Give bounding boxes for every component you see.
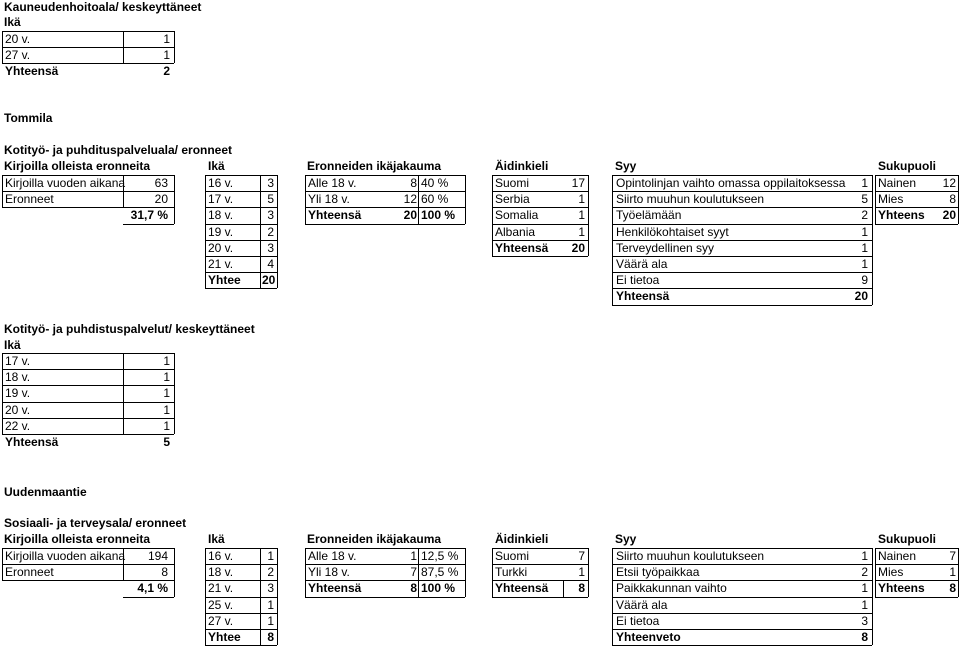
grid-line	[305, 548, 465, 549]
age-row-label: 27 v.	[5, 48, 31, 63]
sukupuoli-row-value: 1	[949, 565, 956, 580]
grid-line	[612, 191, 872, 192]
header-sukupuoli: Sukupuoli	[878, 159, 936, 173]
jakauma-total-pct: 100 %	[421, 208, 456, 223]
grid-line	[612, 240, 872, 241]
grid-line	[465, 175, 466, 224]
grid-line	[277, 175, 278, 288]
sukupuoli-row-value: 7	[949, 549, 956, 563]
header-aidinkieli: Äidinkieli	[495, 159, 549, 173]
syy-row-value: 1	[861, 257, 868, 271]
aidinkieli-total-value: 8	[578, 581, 585, 596]
syy-row-label: Siirto muuhun koulutukseen	[616, 549, 765, 563]
grid-line	[2, 207, 174, 208]
sukupuoli-total-value: 20	[942, 208, 956, 223]
syy-row-label: Paikkakunnan vaihto	[616, 581, 727, 596]
grid-line	[492, 548, 588, 549]
grid-line	[305, 597, 465, 598]
sukupuoli-row-value: 12	[942, 176, 956, 190]
syy-row-value: 1	[861, 597, 868, 612]
school-title-uudenmaantie: Uudenmaantie	[4, 485, 87, 499]
grid-line	[492, 597, 588, 598]
grid-line	[958, 548, 959, 597]
grid-line	[2, 402, 174, 403]
grid-line	[418, 548, 419, 597]
grid-line	[174, 31, 175, 63]
grid-line	[2, 434, 174, 435]
grid-line	[492, 175, 588, 176]
syy-total-label: Yhteenveto	[616, 630, 681, 644]
grid-line	[492, 191, 588, 192]
grid-line	[875, 548, 958, 549]
jakauma-row-label: Yli 18 v.	[308, 192, 350, 207]
age-label: Ikä	[4, 15, 21, 29]
grid-line	[612, 175, 872, 176]
age-row-label: 18 v.	[5, 370, 31, 385]
grid-line	[205, 613, 277, 614]
ika-row-value: 2	[267, 565, 274, 580]
grid-line	[205, 597, 277, 598]
grid-line	[174, 175, 175, 224]
grid-line	[205, 224, 277, 225]
age-row-label: 20 v.	[5, 402, 31, 417]
grid-line	[123, 31, 124, 63]
grid-line	[123, 224, 174, 225]
header-ika: Ikä	[208, 532, 225, 546]
grid-line	[2, 63, 174, 64]
syy-row-value: 2	[861, 208, 868, 223]
jakauma-row-count: 1	[410, 549, 417, 563]
ika-row-value: 3	[267, 176, 274, 190]
grid-line	[205, 629, 277, 630]
syy-row-value: 1	[861, 240, 868, 255]
kirjoilla-value: 20	[154, 192, 168, 207]
age-row-value: 1	[163, 418, 170, 433]
aidinkieli-total-label: Yhteensä	[495, 581, 549, 596]
grid-line	[612, 256, 872, 257]
aidinkieli-row-label: Albania	[495, 224, 536, 239]
age-row-value: 1	[163, 402, 170, 417]
grid-line	[123, 353, 124, 434]
grid-line	[205, 175, 206, 288]
jakauma-row-label: Yli 18 v.	[308, 565, 350, 580]
grid-line	[875, 207, 958, 208]
grid-line	[2, 353, 174, 354]
total-value: 2	[163, 64, 170, 79]
grid-line	[2, 31, 174, 32]
kirjoilla-value: 4,1 %	[137, 581, 168, 596]
grid-line	[305, 224, 465, 225]
grid-line	[492, 564, 588, 565]
ika-row-label: 19 v.	[208, 224, 234, 239]
grid-line	[612, 207, 872, 208]
grid-line	[492, 240, 588, 241]
ika-row-value: 5	[267, 192, 274, 207]
grid-line	[875, 175, 958, 176]
grid-line	[2, 31, 3, 63]
ika-row-label: 27 v.	[208, 613, 234, 628]
grid-line	[492, 224, 588, 225]
grid-line	[465, 548, 466, 597]
jakauma-row-count: 8	[410, 176, 417, 190]
grid-line	[2, 175, 174, 176]
grid-line	[205, 548, 277, 549]
grid-line	[2, 564, 174, 565]
aidinkieli-row-label: Somalia	[495, 208, 539, 223]
aidinkieli-row-label: Suomi	[495, 549, 530, 563]
header-sukupuoli: Sukupuoli	[878, 532, 936, 546]
total-label: Yhteensä	[5, 435, 59, 449]
syy-row-label: Etsii työpaikkaa	[616, 565, 700, 580]
grid-line	[205, 272, 277, 273]
aidinkieli-row-value: 1	[578, 208, 585, 223]
grid-line	[305, 564, 465, 565]
syy-row-label: Terveydellinen syy	[616, 240, 715, 255]
grid-line	[492, 256, 588, 257]
age-row-value: 1	[163, 32, 170, 46]
school-title-tommila: Tommila	[4, 111, 53, 125]
grid-line	[205, 548, 206, 645]
age-row-label: 20 v.	[5, 32, 31, 46]
grid-line	[305, 207, 465, 208]
syy-total-value: 8	[861, 630, 868, 644]
grid-line	[612, 224, 872, 225]
aidinkieli-row-label: Suomi	[495, 176, 530, 190]
jakauma-row-label: Alle 18 v.	[308, 176, 357, 190]
aidinkieli-total-label: Yhteensä	[495, 240, 549, 255]
sukupuoli-row-label: Mies	[878, 565, 904, 580]
aidinkieli-row-value: 1	[578, 192, 585, 207]
grid-line	[2, 580, 174, 581]
syy-row-value: 1	[861, 581, 868, 596]
grid-line	[205, 256, 277, 257]
ika-row-label: 21 v.	[208, 581, 234, 596]
aidinkieli-row-value: 7	[578, 549, 585, 563]
grid-line	[492, 580, 588, 581]
age-row-value: 1	[163, 386, 170, 401]
section-title-kauneudenhoitoala: Kauneudenhoitoala/ keskeyttäneet	[4, 0, 202, 14]
grid-line	[875, 564, 958, 565]
grid-line	[123, 175, 124, 207]
grid-line	[205, 207, 277, 208]
sukupuoli-row-value: 8	[949, 192, 956, 207]
grid-line	[612, 548, 872, 549]
syy-row-value: 9	[861, 273, 868, 288]
syy-row-label: Ei tietoa	[616, 273, 660, 288]
syy-row-label: Henkilökohtaiset syyt	[616, 224, 729, 239]
ika-row-value: 2	[267, 224, 274, 239]
aidinkieli-row-label: Serbia	[495, 192, 530, 207]
sukupuoli-row-label: Nainen	[878, 549, 917, 563]
ika-total-label: Yhtee	[208, 630, 241, 644]
ika-total-value: 20	[262, 273, 276, 288]
grid-line	[872, 175, 873, 305]
syy-total-label: Yhteensä	[616, 289, 670, 304]
grid-line	[612, 175, 613, 305]
grid-line	[492, 175, 493, 256]
aidinkieli-row-value: 1	[578, 224, 585, 239]
grid-line	[2, 191, 174, 192]
grid-line	[305, 548, 306, 597]
syy-row-label: Siirto muuhun koulutukseen	[616, 192, 765, 207]
ika-row-value: 1	[267, 597, 274, 612]
grid-line	[958, 175, 959, 224]
grid-line	[492, 207, 588, 208]
jakauma-total-label: Yhteensä	[308, 208, 362, 223]
kirjoilla-value: 63	[154, 176, 168, 190]
syy-row-label: Ei tietoa	[616, 613, 660, 628]
grid-line	[205, 240, 277, 241]
header-ikajakauma: Eronneiden ikäjakauma	[307, 532, 442, 546]
kirjoilla-value: 194	[147, 549, 168, 563]
grid-line	[174, 353, 175, 434]
grid-line	[123, 548, 124, 580]
ika-row-label: 16 v.	[208, 176, 234, 190]
grid-line	[588, 548, 589, 597]
ika-row-value: 1	[267, 549, 274, 563]
header-ika: Ikä	[208, 159, 225, 173]
grid-line	[305, 175, 306, 224]
grid-line	[123, 597, 174, 598]
grid-line	[588, 175, 589, 256]
ika-row-value: 3	[267, 240, 274, 255]
age-row-value: 1	[163, 354, 170, 368]
grid-line	[418, 175, 419, 224]
section-title-sosiaali-terveysala: Sosiaali- ja terveysala/ eronneet	[4, 516, 187, 530]
grid-line	[277, 548, 278, 645]
sukupuoli-total-label: Yhteens	[878, 581, 925, 596]
grid-line	[2, 353, 3, 434]
ika-row-label: 25 v.	[208, 597, 234, 612]
age-row-label: 17 v.	[5, 354, 31, 368]
section-title-kotityo-keskeyttaneet: Kotityö- ja puhdistuspalvelut/ keskeyttäneet	[4, 322, 255, 336]
grid-line	[2, 369, 174, 370]
ika-row-value: 3	[267, 208, 274, 223]
grid-line	[2, 47, 174, 48]
grid-line	[260, 175, 261, 288]
header-syy: Syy	[615, 532, 637, 546]
kirjoilla-label: Kirjoilla vuoden aikana	[5, 549, 126, 563]
syy-row-label: Työelämään	[616, 208, 682, 223]
grid-line	[612, 548, 613, 645]
syy-row-label: Opintolinjan vaihto omassa oppilaitoksessa	[616, 176, 846, 190]
grid-line	[305, 191, 465, 192]
age-row-value: 1	[163, 48, 170, 63]
syy-row-value: 3	[861, 613, 868, 628]
ika-row-value: 1	[267, 613, 274, 628]
ika-row-value: 4	[267, 257, 274, 271]
jakauma-total-count: 8	[410, 581, 417, 596]
grid-line	[612, 580, 872, 581]
grid-line	[612, 613, 872, 614]
sukupuoli-row-label: Mies	[878, 192, 904, 207]
kirjoilla-value: 8	[161, 565, 168, 580]
kirjoilla-label: Eronneet	[5, 192, 54, 207]
kirjoilla-value: 31,7 %	[130, 208, 168, 223]
age-row-value: 1	[163, 370, 170, 385]
jakauma-row-pct: 12,5 %	[421, 549, 459, 563]
header-kirjoilla: Kirjoilla olleista eronneita	[4, 532, 151, 546]
aidinkieli-row-value: 1	[578, 565, 585, 580]
ika-row-value: 3	[267, 581, 274, 596]
aidinkieli-row-label: Turkki	[495, 565, 528, 580]
jakauma-total-pct: 100 %	[421, 581, 456, 596]
jakauma-row-pct: 40 %	[421, 176, 449, 190]
grid-line	[875, 548, 876, 597]
syy-row-label: Väärä ala	[616, 257, 668, 271]
grid-line	[875, 191, 958, 192]
syy-row-label: Väärä ala	[616, 597, 668, 612]
jakauma-row-label: Alle 18 v.	[308, 549, 357, 563]
grid-line	[174, 548, 175, 597]
grid-line	[205, 288, 277, 289]
grid-line	[612, 305, 872, 306]
age-row-label: 19 v.	[5, 386, 31, 401]
jakauma-row-count: 12	[403, 192, 417, 207]
grid-line	[612, 272, 872, 273]
syy-total-value: 20	[854, 289, 868, 304]
grid-line	[875, 224, 958, 225]
ika-row-label: 17 v.	[208, 192, 234, 207]
header-syy: Syy	[615, 159, 637, 173]
grid-line	[2, 548, 174, 549]
grid-line	[305, 580, 465, 581]
grid-line	[875, 597, 958, 598]
header-kirjoilla: Kirjoilla olleista eronneita	[4, 159, 151, 173]
ika-row-label: 21 v.	[208, 257, 234, 271]
grid-line	[2, 418, 174, 419]
jakauma-total-label: Yhteensä	[308, 581, 362, 596]
grid-line	[205, 191, 277, 192]
aidinkieli-row-value: 17	[571, 176, 585, 190]
age-row-label: 22 v.	[5, 418, 31, 433]
aidinkieli-total-value: 20	[571, 240, 585, 255]
grid-line	[205, 175, 277, 176]
total-label: Yhteensä	[5, 64, 59, 79]
syy-row-value: 1	[861, 549, 868, 563]
total-value: 5	[163, 435, 170, 449]
grid-line	[612, 629, 872, 630]
grid-line	[492, 548, 493, 597]
grid-line	[2, 385, 174, 386]
syy-row-value: 1	[861, 176, 868, 190]
grid-line	[563, 580, 564, 596]
grid-line	[612, 597, 872, 598]
ika-row-label: 16 v.	[208, 549, 234, 563]
section-title-kotityo-eronneet: Kotityö- ja puhdituspalveluala/ eronneet	[4, 143, 233, 157]
sukupuoli-row-label: Nainen	[878, 176, 917, 190]
sukupuoli-total-label: Yhteens	[878, 208, 925, 223]
syy-row-value: 1	[861, 224, 868, 239]
jakauma-row-pct: 60 %	[421, 192, 449, 207]
kirjoilla-label: Eronneet	[5, 565, 54, 580]
grid-line	[260, 548, 261, 645]
ika-total-value: 8	[267, 630, 274, 644]
grid-line	[205, 580, 277, 581]
grid-line	[2, 175, 3, 207]
ika-row-label: 18 v.	[208, 565, 234, 580]
jakauma-row-pct: 87,5 %	[421, 565, 459, 580]
kirjoilla-label: Kirjoilla vuoden aikana	[5, 176, 126, 190]
ika-row-label: 18 v.	[208, 208, 234, 223]
ika-total-label: Yhtee	[208, 273, 241, 288]
syy-row-value: 5	[861, 192, 868, 207]
syy-row-value: 2	[861, 565, 868, 580]
grid-line	[305, 175, 465, 176]
grid-line	[872, 548, 873, 645]
header-aidinkieli: Äidinkieli	[495, 532, 549, 546]
grid-line	[205, 564, 277, 565]
age-label: Ikä	[4, 338, 21, 352]
header-ikajakauma: Eronneiden ikäjakauma	[307, 159, 442, 173]
grid-line	[2, 548, 3, 580]
jakauma-row-count: 7	[410, 565, 417, 580]
grid-line	[612, 564, 872, 565]
jakauma-total-count: 20	[403, 208, 417, 223]
grid-line	[875, 175, 876, 224]
grid-line	[612, 288, 872, 289]
grid-line	[875, 580, 958, 581]
sukupuoli-total-value: 8	[949, 581, 956, 596]
ika-row-label: 20 v.	[208, 240, 234, 255]
